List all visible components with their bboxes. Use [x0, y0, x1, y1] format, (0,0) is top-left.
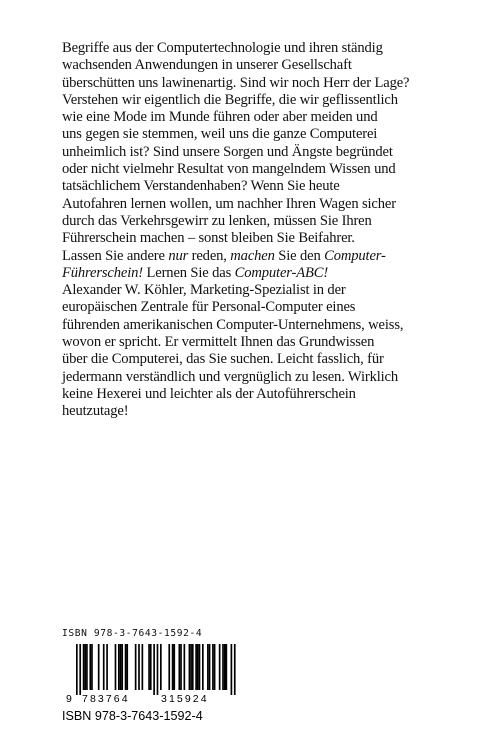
blurb-text: Begriffe aus der Computertechnologie und ihren ständig	[62, 40, 383, 56]
blurb-text: jedermann verständlich und vergnüglich zu lesen. Wirklich	[62, 368, 399, 385]
blurb-text: tatsächlichem Verstandenhaben? Wenn Sie heute	[62, 178, 340, 195]
blurb-text: Lernen Sie das	[143, 264, 235, 281]
blurb-text: Sie den	[274, 247, 325, 264]
barcode-bar	[231, 644, 233, 695]
barcode-bar	[125, 644, 127, 690]
blurb-line	[62, 248, 442, 265]
barcode-bar	[207, 644, 209, 690]
blurb-line	[62, 317, 442, 334]
barcode-bar	[83, 644, 85, 690]
barcode-digits-right: 315924	[161, 693, 209, 705]
barcode-bar	[120, 644, 122, 690]
blurb-line	[62, 196, 442, 213]
isbn-label-top: ISBN 978-3-7643-1592-4	[62, 628, 203, 639]
barcode-bar	[224, 644, 226, 690]
barcode-bar	[103, 644, 105, 690]
barcode-bar	[234, 644, 236, 695]
blurb-line	[62, 282, 442, 299]
blurb-text: wachsenden Anwendungen in unserer Gesellschaft	[62, 57, 352, 74]
barcode-digits-left: 783764	[82, 693, 130, 705]
barcode-bar	[184, 644, 186, 690]
blurb-text: Führerschein machen – sonst bleiben Sie Beifahrer.	[62, 230, 355, 247]
blurb-italic-text: Computer-	[324, 247, 386, 264]
blurb-italic-text: nur	[168, 247, 189, 264]
barcode-bar	[98, 644, 100, 690]
blurb-line	[62, 144, 442, 161]
blurb-line	[62, 351, 442, 368]
ean-barcode	[62, 644, 252, 706]
blurb-italic-text: machen	[230, 247, 275, 264]
blurb-text: reden,	[188, 247, 231, 264]
blurb-line	[62, 178, 442, 195]
blurb-line	[62, 126, 442, 143]
barcode-bar	[86, 644, 88, 690]
barcode-bar	[126, 644, 128, 690]
barcode-bar	[142, 644, 144, 690]
blurb-line	[62, 213, 442, 230]
blurb-line	[62, 299, 442, 316]
blurb-text: oder nicht vielmehr Resultat von mangelndem Wissen und	[62, 161, 396, 178]
barcode-bar	[148, 644, 150, 690]
blurb-line	[62, 57, 442, 74]
barcode-bar	[153, 644, 155, 695]
blurb-text: wovon er spricht. Er vermittelt Ihnen das Grundwissen	[62, 334, 375, 351]
barcode-bar	[172, 644, 174, 690]
barcode-bar	[157, 644, 159, 695]
barcode-bar	[84, 644, 86, 690]
isbn-label-bottom: ISBN 978-3-7643-1592-4	[62, 709, 203, 723]
barcode-bar	[150, 644, 152, 690]
barcode-bar	[178, 644, 180, 690]
blurb-text: wie eine Mode im Munde führen oder aber meiden und	[62, 109, 378, 126]
barcode-bar	[135, 644, 137, 690]
barcode-bar	[192, 644, 194, 690]
blurb-line	[62, 334, 442, 351]
blurb-text: führenden amerikanischen Computer-Unternehmens, weiss,	[62, 316, 404, 333]
blurb-line	[62, 92, 442, 109]
barcode-bar	[115, 644, 117, 690]
barcode-bar	[214, 644, 216, 690]
barcode-bar	[118, 644, 120, 690]
barcode-bar	[197, 644, 199, 690]
blurb-text: uns gegen sie stemmen, weil uns die ganze Computerei	[62, 126, 378, 143]
barcode-bar	[138, 644, 140, 690]
blurb-text: Lassen Sie andere	[62, 247, 169, 264]
blurb-text: Autofahren lernen wollen, um nachher Ihren Wagen sicher	[62, 195, 396, 212]
barcode-bar	[121, 644, 123, 690]
blurb-line	[62, 403, 442, 420]
barcode-bar	[209, 644, 211, 690]
barcode-bar	[106, 644, 108, 690]
barcode-bar	[219, 644, 221, 690]
barcode-bar	[79, 644, 81, 695]
blurb-line	[62, 109, 442, 126]
blurb-line	[62, 369, 442, 386]
blurb-line	[62, 386, 442, 403]
blurb-text: europäischen Zentrale für Personal-Computer eines	[62, 299, 356, 316]
barcode-bar	[195, 644, 197, 690]
barcode-bar	[226, 644, 228, 690]
barcode-bar	[202, 644, 204, 690]
blurb-text: überschütten uns lawinenartig. Sind wir noch Herr der Lage?	[62, 74, 410, 91]
barcode-bar	[189, 644, 191, 690]
blurb-italic-text: Führerschein!	[62, 264, 143, 281]
blurb-line	[62, 75, 442, 92]
barcode-bar	[76, 644, 78, 695]
blurb-text: unheimlich ist? Sind unsere Sorgen und Ängste begründet	[62, 143, 393, 160]
barcode-bar	[173, 644, 175, 690]
blurb-text: Verstehen wir eigentlich die Begriffe, die wir geflissentlich	[62, 91, 398, 108]
blurb-text: Alexander W. Köhler, Marketing-Spezialist in der	[62, 282, 346, 299]
blurb-text: über die Computerei, das Sie suchen. Leicht fasslich, für	[62, 351, 384, 368]
barcode-bar	[199, 644, 201, 690]
back-cover-blurb	[62, 40, 442, 421]
barcode-bar	[222, 644, 224, 690]
blurb-line	[62, 230, 442, 247]
barcode-bar	[212, 644, 214, 690]
blurb-text: keine Hexerei und leichter als der Autoführerschein	[62, 385, 356, 402]
barcode-bar	[168, 644, 170, 690]
blurb-line	[62, 161, 442, 178]
barcode-bar	[180, 644, 182, 690]
blurb-text: heutzutage!	[62, 403, 129, 420]
barcode-bar	[89, 644, 91, 690]
barcode-bar	[160, 644, 162, 690]
barcode-digit-first: 9	[66, 693, 74, 705]
blurb-italic-text: Computer-ABC!	[234, 264, 329, 281]
blurb-line	[62, 40, 442, 57]
blurb-text: durch das Verkehrsgewirr zu lenken, müssen Sie Ihren	[62, 212, 372, 229]
barcode-bar	[91, 644, 93, 690]
barcode-bar	[190, 644, 192, 690]
blurb-line	[62, 265, 442, 282]
